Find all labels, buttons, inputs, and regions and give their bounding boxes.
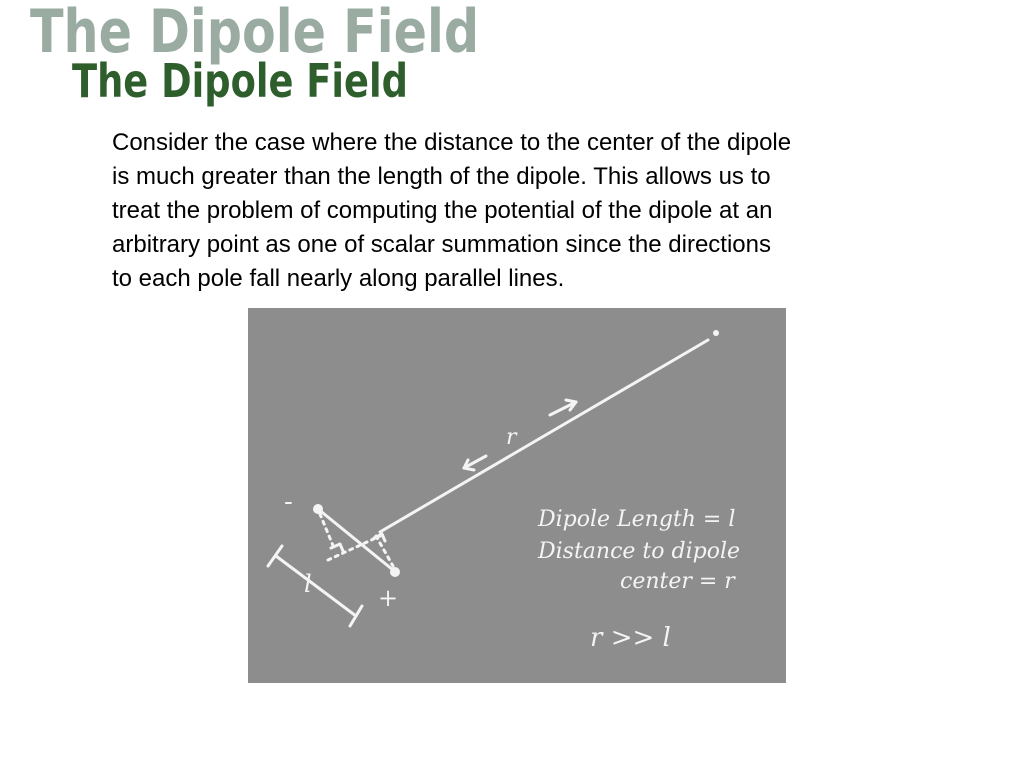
- minus-sign: -: [284, 487, 293, 517]
- body-paragraph: Consider the case where the distance to the center of the dipole is much greater than the length of the dipole. This allows us to treat the problem of computing the potential of the dipole at an arbitrary point as one of scalar summation since the directions to each pole fall nearly along parallel lines.: [112, 129, 792, 292]
- dipole-diagram: [248, 308, 786, 683]
- negative-charge: [313, 504, 323, 514]
- condition-note: r >> l: [590, 623, 671, 653]
- positive-charge: [390, 567, 400, 577]
- plus-sign: +: [378, 584, 399, 612]
- note-line-2: Distance to dipole: [538, 539, 741, 564]
- r-label: r: [506, 425, 517, 450]
- note-line-3: center = r: [620, 569, 735, 594]
- l-label: l: [304, 570, 312, 598]
- field-point: [713, 330, 719, 336]
- title-shadow: The Dipole Field: [30, 0, 480, 67]
- slide-title: The Dipole Field: [72, 54, 408, 108]
- length-bracket-cap-top: [268, 546, 282, 566]
- dipole-diagram-photo: [248, 308, 786, 683]
- note-line-1: Dipole Length = l: [538, 507, 736, 532]
- distance-line: [380, 340, 708, 532]
- length-bracket-cap-bottom: [350, 606, 362, 626]
- length-bracket: [276, 556, 356, 616]
